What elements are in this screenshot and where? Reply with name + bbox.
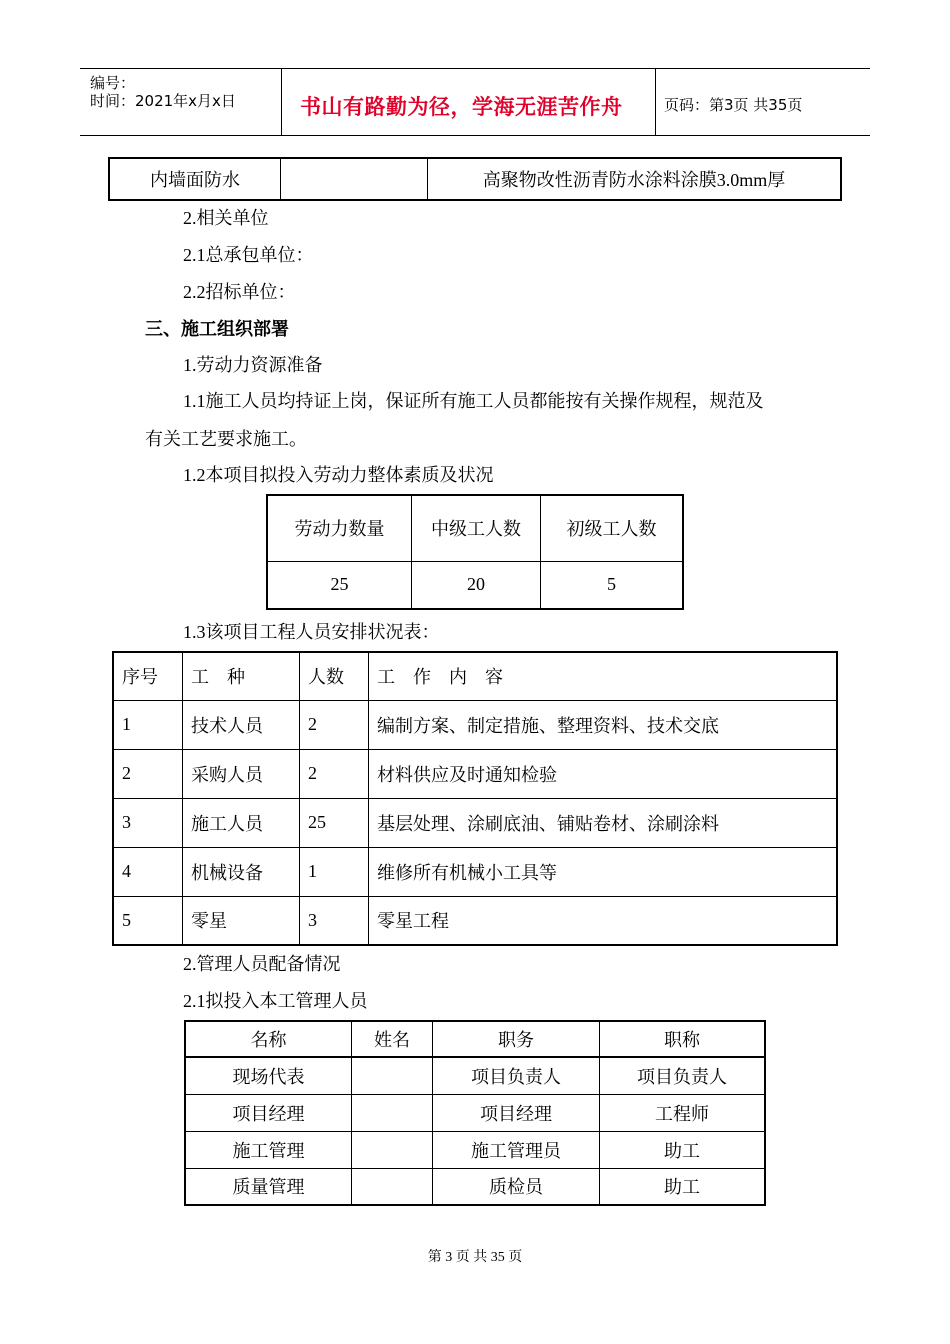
- table-row: [185, 1057, 765, 1094]
- paragraph: 2.相关单位: [183, 208, 269, 228]
- table-header-cell: 人数: [300, 652, 369, 700]
- table-cell: 工程师: [600, 1094, 766, 1131]
- table-header-cell: 中级工人数: [412, 495, 541, 561]
- table-cell: 2: [300, 749, 369, 798]
- table-row: [185, 1131, 765, 1168]
- table-header-cell: 职务: [433, 1021, 600, 1057]
- paragraph: 2.1拟投入本工管理人员: [183, 991, 368, 1011]
- table-cell: 5: [113, 896, 183, 945]
- table-cell: 项目经理: [433, 1094, 600, 1131]
- serial-label: 编号：: [90, 74, 136, 92]
- table-cell: 施工管理员: [433, 1131, 600, 1168]
- table-cell: [352, 1168, 433, 1205]
- header-motto: 书山有路勤为径，学海无涯苦作舟: [300, 95, 623, 119]
- table-cell: 高聚物改性沥青防水涂料涂膜3.0mm厚: [428, 158, 842, 200]
- paragraph: 2.1总承包单位：: [183, 245, 314, 265]
- header-divider: [281, 68, 282, 136]
- paragraph: 2.2招标单位：: [183, 282, 296, 302]
- table-cell: 施工管理: [185, 1131, 352, 1168]
- table-cell: 编制方案、制定措施、整理资料、技术交底: [369, 700, 838, 749]
- table-cell: 20: [412, 561, 541, 609]
- table-cell: 零星工程: [369, 896, 838, 945]
- table-cell: 25: [300, 798, 369, 847]
- table-row: [185, 1168, 765, 1205]
- time-label: 时间：2021年x月x日: [90, 92, 236, 110]
- table-header-row: [185, 1021, 765, 1057]
- table-cell: 助工: [600, 1131, 766, 1168]
- page-info: 页码：第3页 共35页: [664, 96, 803, 114]
- table-cell: 1: [300, 847, 369, 896]
- table-cell: 施工人员: [183, 798, 300, 847]
- paragraph: 1.2本项目拟投入劳动力整体素质及状况: [183, 465, 494, 485]
- table-header-row: [113, 652, 837, 700]
- table-cell: 4: [113, 847, 183, 896]
- header-top-rule: [80, 68, 870, 69]
- table-row: [113, 847, 837, 896]
- header-bottom-rule: [80, 135, 870, 136]
- table-row: [113, 798, 837, 847]
- paragraph: 2.管理人员配备情况: [183, 954, 341, 974]
- table-header-cell: 职称: [600, 1021, 766, 1057]
- table-header-cell: 工 种: [183, 652, 300, 700]
- table-cell: 材料供应及时通知检验: [369, 749, 838, 798]
- table-cell: 项目负责人: [600, 1057, 766, 1094]
- table-cell: [281, 158, 428, 200]
- table-cell: 质检员: [433, 1168, 600, 1205]
- table-header-cell: 名称: [185, 1021, 352, 1057]
- table-cell: 项目经理: [185, 1094, 352, 1131]
- table-cell: 质量管理: [185, 1168, 352, 1205]
- table-cell: 2: [113, 749, 183, 798]
- paragraph: 1.1施工人员均持证上岗，保证所有施工人员都能按有关操作规程，规范及: [183, 391, 764, 411]
- table-cell: 5: [541, 561, 684, 609]
- table-cell: 现场代表: [185, 1057, 352, 1094]
- table-cell: 2: [300, 700, 369, 749]
- table-cell: 基层处理、涂刷底油、铺贴卷材、涂刷涂料: [369, 798, 838, 847]
- staff-table: [112, 651, 838, 946]
- section-heading: 三、施工组织部署: [145, 319, 289, 339]
- labor-table: [266, 494, 684, 610]
- management-table: [184, 1020, 766, 1206]
- table-cell: [352, 1131, 433, 1168]
- table-cell: 技术人员: [183, 700, 300, 749]
- table-header-cell: 劳动力数量: [267, 495, 412, 561]
- table-cell: 零星: [183, 896, 300, 945]
- table-header-cell: 序号: [113, 652, 183, 700]
- table-cell: 25: [267, 561, 412, 609]
- table-row: [113, 896, 837, 945]
- header-divider: [655, 68, 656, 136]
- table-cell: 机械设备: [183, 847, 300, 896]
- table-cell: 助工: [600, 1168, 766, 1205]
- table-header-cell: 初级工人数: [541, 495, 684, 561]
- table-header-cell: 姓名: [352, 1021, 433, 1057]
- table-header-cell: 工 作 内 容: [369, 652, 838, 700]
- paragraph: 1.劳动力资源准备: [183, 355, 323, 375]
- table-cell: 项目负责人: [433, 1057, 600, 1094]
- waterproof-table: [108, 157, 842, 201]
- paragraph: 有关工艺要求施工。: [145, 429, 307, 449]
- table-cell: 采购人员: [183, 749, 300, 798]
- table-cell: [352, 1094, 433, 1131]
- table-row: [113, 749, 837, 798]
- page-footer: 第 3 页 共 35 页: [427, 1250, 523, 1265]
- table-cell: [352, 1057, 433, 1094]
- table-cell: 内墙面防水: [109, 158, 281, 200]
- table-row: [113, 700, 837, 749]
- table-cell: 3: [300, 896, 369, 945]
- paragraph: 1.3该项目工程人员安排状况表：: [183, 622, 440, 642]
- table-cell: 3: [113, 798, 183, 847]
- table-row: [185, 1094, 765, 1131]
- table-cell: 1: [113, 700, 183, 749]
- table-cell: 维修所有机械小工具等: [369, 847, 838, 896]
